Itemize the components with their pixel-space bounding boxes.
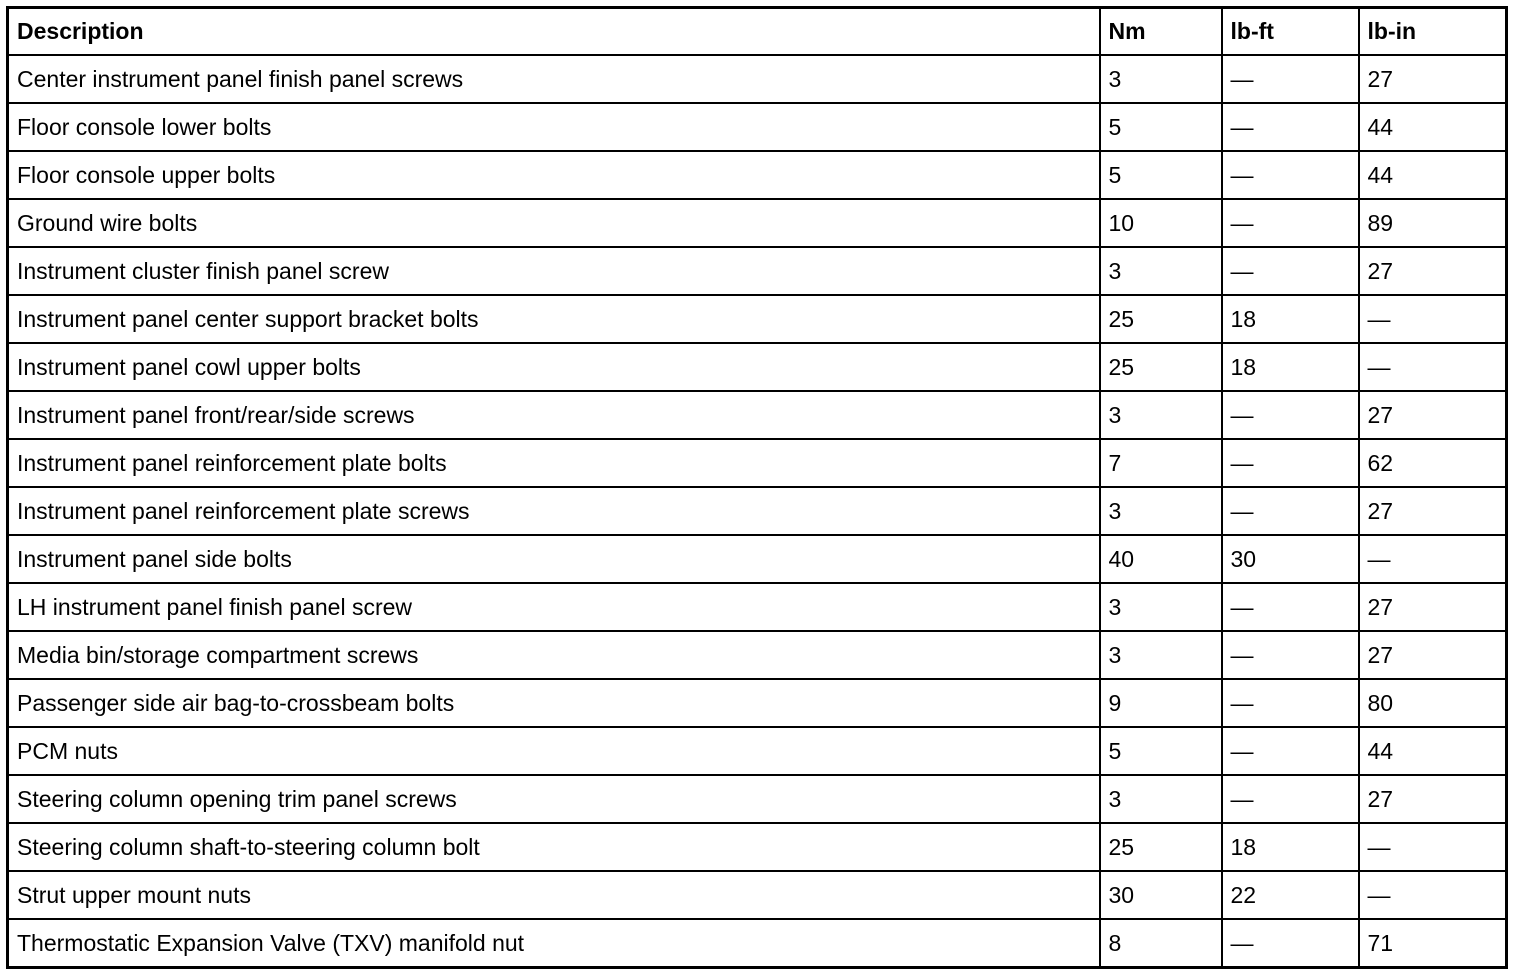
cell-lbft: 30: [1222, 535, 1359, 583]
cell-lbin: —: [1359, 871, 1507, 919]
cell-lbft: —: [1222, 727, 1359, 775]
table-row: [8, 535, 1507, 583]
cell-nm: 10: [1100, 199, 1222, 247]
cell-lbin: 27: [1359, 391, 1507, 439]
cell-description: Floor console upper bolts: [8, 151, 1100, 199]
cell-lbin: 27: [1359, 775, 1507, 823]
cell-nm: 8: [1100, 919, 1222, 968]
cell-lbin: 71: [1359, 919, 1507, 968]
header-row: [8, 8, 1507, 56]
cell-lbft: —: [1222, 679, 1359, 727]
cell-lbft: —: [1222, 775, 1359, 823]
cell-lbin: 44: [1359, 103, 1507, 151]
table-row: [8, 199, 1507, 247]
table-row: [8, 823, 1507, 871]
table-row: [8, 391, 1507, 439]
cell-lbin: 27: [1359, 55, 1507, 103]
cell-lbin: 27: [1359, 583, 1507, 631]
table-row: [8, 439, 1507, 487]
table-row: [8, 247, 1507, 295]
cell-description: Instrument panel cowl upper bolts: [8, 343, 1100, 391]
cell-description: Floor console lower bolts: [8, 103, 1100, 151]
cell-lbin: —: [1359, 343, 1507, 391]
table-row: [8, 487, 1507, 535]
cell-lbft: —: [1222, 439, 1359, 487]
cell-nm: 40: [1100, 535, 1222, 583]
table-body: [8, 55, 1507, 968]
header-lbin: lb-in: [1359, 8, 1507, 56]
cell-nm: 3: [1100, 631, 1222, 679]
cell-lbft: 18: [1222, 295, 1359, 343]
cell-lbin: 62: [1359, 439, 1507, 487]
cell-lbft: —: [1222, 199, 1359, 247]
cell-lbft: —: [1222, 55, 1359, 103]
cell-lbin: 27: [1359, 247, 1507, 295]
cell-nm: 5: [1100, 727, 1222, 775]
table-row: [8, 727, 1507, 775]
cell-nm: 3: [1100, 775, 1222, 823]
table-row: [8, 583, 1507, 631]
table-row: [8, 871, 1507, 919]
cell-lbin: 44: [1359, 151, 1507, 199]
cell-description: Media bin/storage compartment screws: [8, 631, 1100, 679]
cell-nm: 25: [1100, 295, 1222, 343]
cell-lbin: —: [1359, 295, 1507, 343]
cell-description: Ground wire bolts: [8, 199, 1100, 247]
cell-nm: 5: [1100, 151, 1222, 199]
cell-lbft: —: [1222, 247, 1359, 295]
cell-lbin: —: [1359, 535, 1507, 583]
cell-lbft: 18: [1222, 823, 1359, 871]
cell-description: Instrument panel reinforcement plate screws: [8, 487, 1100, 535]
cell-nm: 7: [1100, 439, 1222, 487]
cell-lbin: 80: [1359, 679, 1507, 727]
cell-lbft: —: [1222, 919, 1359, 968]
cell-lbft: 22: [1222, 871, 1359, 919]
table-row: [8, 151, 1507, 199]
table-row: [8, 919, 1507, 968]
cell-nm: 25: [1100, 823, 1222, 871]
cell-nm: 3: [1100, 55, 1222, 103]
cell-nm: 3: [1100, 487, 1222, 535]
table-row: [8, 343, 1507, 391]
table-row: [8, 631, 1507, 679]
table-row: [8, 679, 1507, 727]
cell-nm: 3: [1100, 583, 1222, 631]
table-row: [8, 103, 1507, 151]
cell-lbft: —: [1222, 103, 1359, 151]
cell-lbft: —: [1222, 151, 1359, 199]
cell-description: Steering column opening trim panel screws: [8, 775, 1100, 823]
cell-nm: 25: [1100, 343, 1222, 391]
cell-description: Instrument panel center support bracket bolts: [8, 295, 1100, 343]
torque-spec-table: [6, 6, 1508, 969]
cell-lbft: —: [1222, 391, 1359, 439]
cell-description: Instrument cluster finish panel screw: [8, 247, 1100, 295]
header-lbft: lb-ft: [1222, 8, 1359, 56]
table-row: [8, 295, 1507, 343]
cell-description: Instrument panel front/rear/side screws: [8, 391, 1100, 439]
cell-description: Instrument panel reinforcement plate bolts: [8, 439, 1100, 487]
cell-description: Center instrument panel finish panel screws: [8, 55, 1100, 103]
cell-nm: 3: [1100, 247, 1222, 295]
cell-lbft: 18: [1222, 343, 1359, 391]
cell-lbft: —: [1222, 487, 1359, 535]
cell-nm: 3: [1100, 391, 1222, 439]
cell-description: Instrument panel side bolts: [8, 535, 1100, 583]
cell-lbin: —: [1359, 823, 1507, 871]
table-row: [8, 775, 1507, 823]
cell-nm: 5: [1100, 103, 1222, 151]
cell-description: Passenger side air bag-to-crossbeam bolts: [8, 679, 1100, 727]
cell-description: Strut upper mount nuts: [8, 871, 1100, 919]
cell-description: LH instrument panel finish panel screw: [8, 583, 1100, 631]
table-header: [8, 8, 1507, 56]
cell-lbin: 27: [1359, 487, 1507, 535]
cell-description: PCM nuts: [8, 727, 1100, 775]
cell-lbin: 89: [1359, 199, 1507, 247]
cell-description: Steering column shaft-to-steering column bolt: [8, 823, 1100, 871]
cell-lbin: 27: [1359, 631, 1507, 679]
header-description: Description: [8, 8, 1100, 56]
cell-lbin: 44: [1359, 727, 1507, 775]
table-row: [8, 55, 1507, 103]
cell-nm: 30: [1100, 871, 1222, 919]
cell-nm: 9: [1100, 679, 1222, 727]
cell-description: Thermostatic Expansion Valve (TXV) manifold nut: [8, 919, 1100, 968]
cell-lbft: —: [1222, 583, 1359, 631]
cell-lbft: —: [1222, 631, 1359, 679]
header-nm: Nm: [1100, 8, 1222, 56]
